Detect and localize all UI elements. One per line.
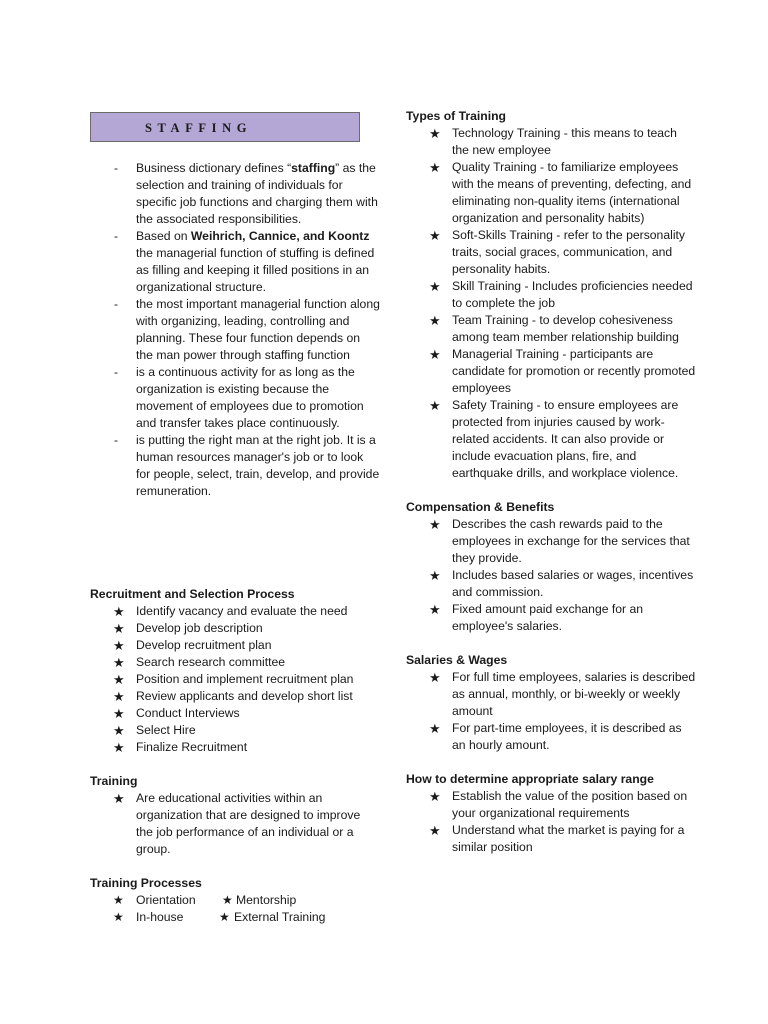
page-title: STAFFING [145, 121, 253, 135]
list-item: ★ Safety Training - to ensure employees are protected from injuries caused by work-related accidents. It can also provide or include evacuation plans, fire, and earthquake drills, and workplace violence. [429, 398, 679, 480]
recruitment-list [90, 603, 380, 756]
star-icon: ★ [429, 279, 441, 294]
list-item: ★ Establish the value of the position based on your organizational requirements [429, 789, 688, 820]
list-item: ★ For part-time employees, it is described as an hourly amount. [429, 721, 682, 752]
salary-range-list [406, 788, 696, 856]
star-icon: ★ [219, 910, 230, 924]
list-item: - the most important managerial function along with organizing, leading, controlling and planning. These four function depends on the man power through staffing function [114, 297, 380, 362]
list-item: ★ Technology Training - this means to teach the new employee [429, 126, 677, 157]
salaries-heading: Salaries & Wages [406, 653, 508, 667]
star-icon: ★ [113, 893, 124, 907]
salary-range-heading: How to determine appropriate salary range [406, 772, 654, 786]
list-item: ★ Skill Training - Includes proficiencies needed to complete the job [429, 279, 693, 310]
list-item: ★ Team Training - to develop cohesiveness among team member relationship building [429, 313, 679, 344]
list-item: ★ Develop recruitment plan [113, 638, 272, 653]
star-icon: ★ [113, 791, 125, 806]
list-item: - Business dictionary defines “staffing” as the selection and training of individuals for specific job functions and charging them with the associated responsibilities. [114, 161, 378, 226]
training-processes-row [90, 909, 380, 926]
star-icon: ★ [113, 604, 125, 619]
training-process-item: Orientation [136, 893, 196, 907]
list-item: ★ Quality Training - to familiarize employees with the means of preventing, defecting, and eliminating non-quality items (international organization and personality habits) [429, 160, 692, 225]
star-icon: ★ [113, 638, 125, 653]
star-icon: ★ [429, 313, 441, 328]
list-item: ★ Finalize Recruitment [113, 740, 248, 755]
star-icon: ★ [113, 740, 125, 755]
star-icon: ★ [113, 621, 125, 636]
star-icon: ★ [429, 721, 441, 736]
training-heading: Training [90, 774, 138, 788]
list-item: ★ For full time employees, salaries is described as annual, monthly, or bi-weekly or weekly amount [429, 670, 696, 718]
list-item: - is putting the right man at the right job. It is a human resources manager's job or to look for people, select, train, develop, and provide remuneration. [114, 433, 380, 498]
list-item: ★ Search research committee [113, 655, 286, 670]
training-list [90, 790, 380, 858]
star-icon: ★ [429, 517, 441, 532]
staffing-title-box [90, 112, 360, 142]
compensation-heading: Compensation & Benefits [406, 500, 555, 514]
types-of-training-list [406, 125, 696, 482]
list-item: ★ Understand what the market is paying for a similar position [429, 823, 685, 854]
list-item: ★ Fixed amount paid exchange for an employee's salaries. [429, 602, 644, 633]
list-item: - Based on Weihrich, Cannice, and Koontz the managerial function of stuffing is defined as filling and keeping it filled positions in an organizational structure. [114, 229, 375, 294]
star-icon: ★ [429, 398, 441, 413]
list-item: ★ Conduct Interviews [113, 706, 240, 721]
list-item: ★ Review applicants and develop short list [113, 689, 353, 704]
list-item: ★ Includes based salaries or wages, incentives and commission. [429, 568, 694, 599]
list-item: ★ Are educational activities within an organization that are designed to improve the job performance of an individual or a group. [113, 791, 361, 856]
star-icon: ★ [113, 723, 125, 738]
training-process-item: In-house [136, 910, 184, 924]
list-item: - is a continuous activity for as long as the organization is existing because the movement of employees due to promotion and transfer takes place continuously. [114, 365, 364, 430]
list-item: ★ Select Hire [113, 723, 196, 738]
star-icon: ★ [429, 823, 441, 838]
compensation-list [406, 516, 696, 635]
list-item: ★ Position and implement recruitment plan [113, 672, 354, 687]
star-icon: ★ [113, 672, 125, 687]
training-processes-row [90, 892, 380, 909]
star-icon: ★ [429, 602, 441, 617]
star-icon: ★ [113, 655, 125, 670]
star-icon: ★ [113, 910, 124, 924]
star-icon: ★ [222, 893, 233, 907]
recruitment-heading: Recruitment and Selection Process [90, 587, 295, 601]
list-item: ★ Identify vacancy and evaluate the need [113, 604, 348, 619]
star-icon: ★ [113, 689, 125, 704]
list-item: ★ Develop job description [113, 621, 263, 636]
star-icon: ★ [429, 568, 441, 583]
training-process-item: Mentorship [236, 893, 297, 907]
staffing-definition-list [90, 160, 380, 500]
star-icon: ★ [429, 347, 441, 362]
types-of-training-heading: Types of Training [406, 109, 506, 123]
star-icon: ★ [113, 706, 125, 721]
star-icon: ★ [429, 789, 441, 804]
star-icon: ★ [429, 160, 441, 175]
training-process-item: External Training [234, 910, 326, 924]
list-item: ★ Describes the cash rewards paid to the employees in exchange for the services that they provide. [429, 517, 690, 565]
star-icon: ★ [429, 670, 441, 685]
list-item: ★ Managerial Training - participants are candidate for promotion or recently promoted employees [429, 347, 696, 395]
training-processes-heading: Training Processes [90, 876, 202, 890]
star-icon: ★ [429, 126, 441, 141]
star-icon: ★ [429, 228, 441, 243]
list-item: ★ Soft-Skills Training - refer to the personality traits, social graces, communication, and personality habits. [429, 228, 686, 276]
salaries-list [406, 669, 696, 754]
